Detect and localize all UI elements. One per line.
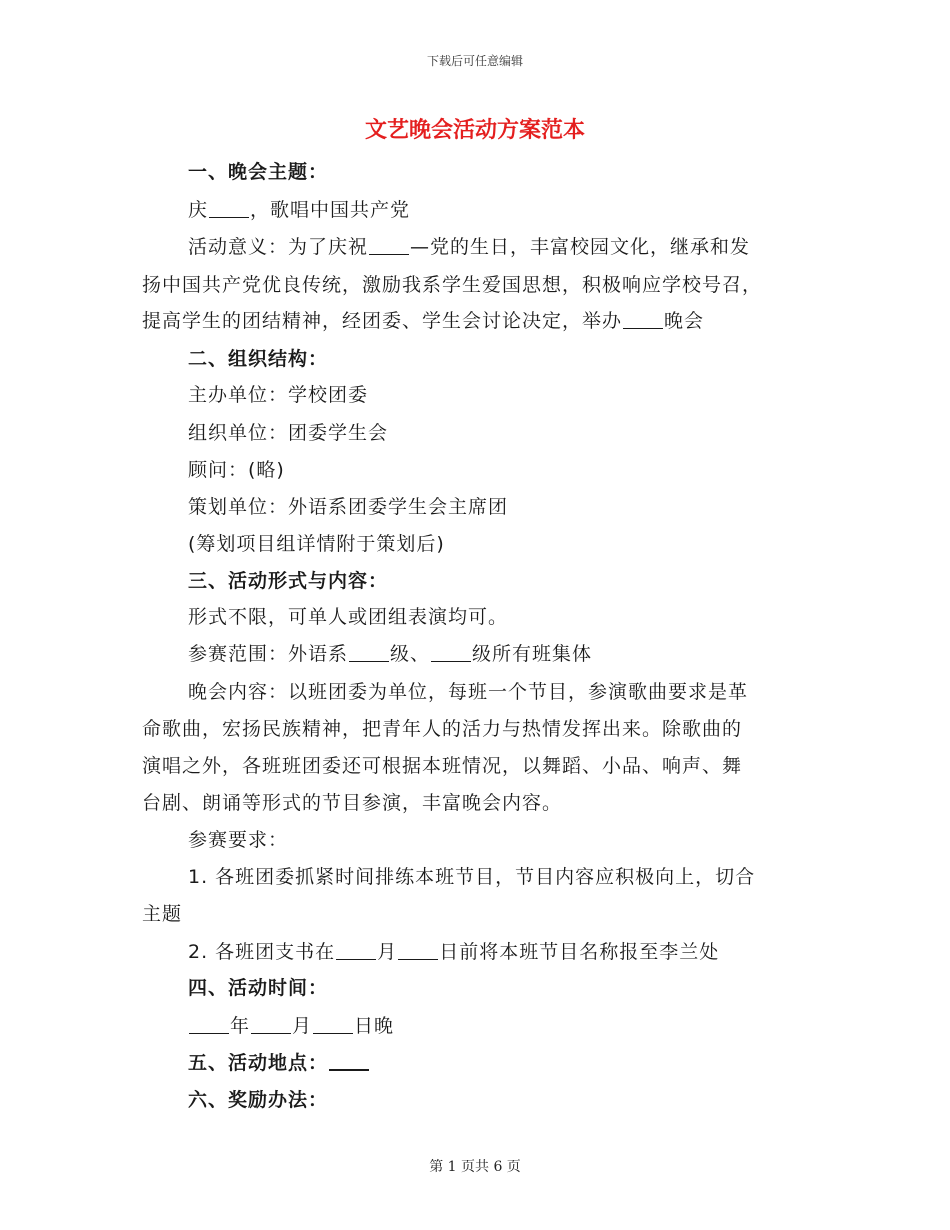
blank-field bbox=[189, 1015, 229, 1034]
organizer-unit: 组织单位：团委学生会 bbox=[188, 422, 389, 444]
form-text: 形式不限，可单人或团组表演均可。 bbox=[188, 606, 509, 628]
significance-text-c: 提高学生的团结精神，经团委、学生会讨论决定，举办 bbox=[142, 310, 623, 332]
significance-line-1 bbox=[188, 232, 750, 259]
blank-field bbox=[349, 643, 389, 662]
day-label: 日晚 bbox=[354, 1015, 395, 1037]
theme-line bbox=[188, 195, 410, 222]
theme-suffix: ，歌唱中国共产党 bbox=[250, 199, 411, 221]
section-heading-structure: 二、组织结构： bbox=[188, 348, 329, 370]
significance-line-2: 扬中国共产党优良传统，激励我系学生爱国思想，积极响应学校号召， bbox=[142, 274, 763, 296]
content-line-3: 演唱之外，各班班团委还可根据本班情况，以舞蹈、小品、响声、舞 bbox=[142, 755, 743, 777]
page-header: 下载后可任意编辑 bbox=[426, 54, 523, 68]
blank-field bbox=[313, 1015, 353, 1034]
scope-text-a: 参赛范围：外语系 bbox=[188, 643, 349, 665]
blank-field bbox=[623, 310, 663, 329]
content-line-2: 命歌曲，宏扬民族精神，把青年人的活力与热情发挥出来。除歌曲的 bbox=[142, 718, 743, 740]
blank-field bbox=[431, 643, 471, 662]
location-heading-text: 五、活动地点： bbox=[188, 1052, 329, 1074]
theme-prefix: 庆 bbox=[188, 199, 209, 221]
year-label: 年 bbox=[230, 1015, 251, 1037]
req2-text-c: 日前将本班节目名称报至李兰处 bbox=[439, 941, 720, 963]
significance-line-3 bbox=[142, 306, 704, 333]
scope-text-b: 级、 bbox=[390, 643, 431, 665]
section-heading-rewards: 六、奖励办法： bbox=[188, 1089, 329, 1111]
section-heading-location bbox=[188, 1048, 370, 1075]
requirements-label: 参赛要求： bbox=[188, 829, 289, 851]
content-line-4: 台剧、朗诵等形式的节目参演，丰富晚会内容。 bbox=[142, 792, 563, 814]
month-label: 月 bbox=[292, 1015, 313, 1037]
planner-note: (筹划项目组详情附于策划后) bbox=[188, 533, 445, 555]
blank-field bbox=[369, 236, 409, 255]
page-footer: 第 1 页共 6 页 bbox=[429, 1159, 521, 1175]
section-heading-theme: 一、晚会主题： bbox=[188, 161, 329, 183]
host-unit: 主办单位：学校团委 bbox=[188, 384, 369, 406]
advisor: 顾问：(略) bbox=[188, 459, 285, 481]
blank-field bbox=[398, 941, 438, 960]
blank-field bbox=[209, 199, 249, 218]
blank-field bbox=[336, 941, 376, 960]
req2-text-b: 月 bbox=[377, 941, 398, 963]
blank-field bbox=[329, 1051, 369, 1071]
scope-text-c: 级所有班集体 bbox=[472, 643, 593, 665]
time-line bbox=[188, 1011, 394, 1038]
significance-text-d: 晚会 bbox=[664, 310, 705, 332]
blank-field bbox=[251, 1015, 291, 1034]
section-heading-time: 四、活动时间： bbox=[188, 977, 329, 999]
requirement-2 bbox=[188, 937, 719, 964]
section-heading-form: 三、活动形式与内容： bbox=[188, 570, 389, 592]
significance-text-a: 活动意义：为了庆祝 bbox=[188, 236, 369, 258]
req2-text-a: 2. 各班团支书在 bbox=[188, 941, 336, 963]
scope-line bbox=[188, 639, 592, 666]
requirement-1-line-1: 1. 各班团委抓紧时间排练本班节目，节目内容应积极向上，切合 bbox=[188, 866, 756, 888]
significance-text-b: —党的生日，丰富校园文化，继承和发 bbox=[410, 236, 751, 258]
content-line-1: 晚会内容：以班团委为单位，每班一个节目，参演歌曲要求是革 bbox=[188, 681, 749, 703]
requirement-1-line-2: 主题 bbox=[142, 903, 183, 925]
document-title: 文艺晚会活动方案范本 bbox=[364, 117, 585, 143]
planner-unit: 策划单位：外语系团委学生会主席团 bbox=[188, 496, 509, 518]
